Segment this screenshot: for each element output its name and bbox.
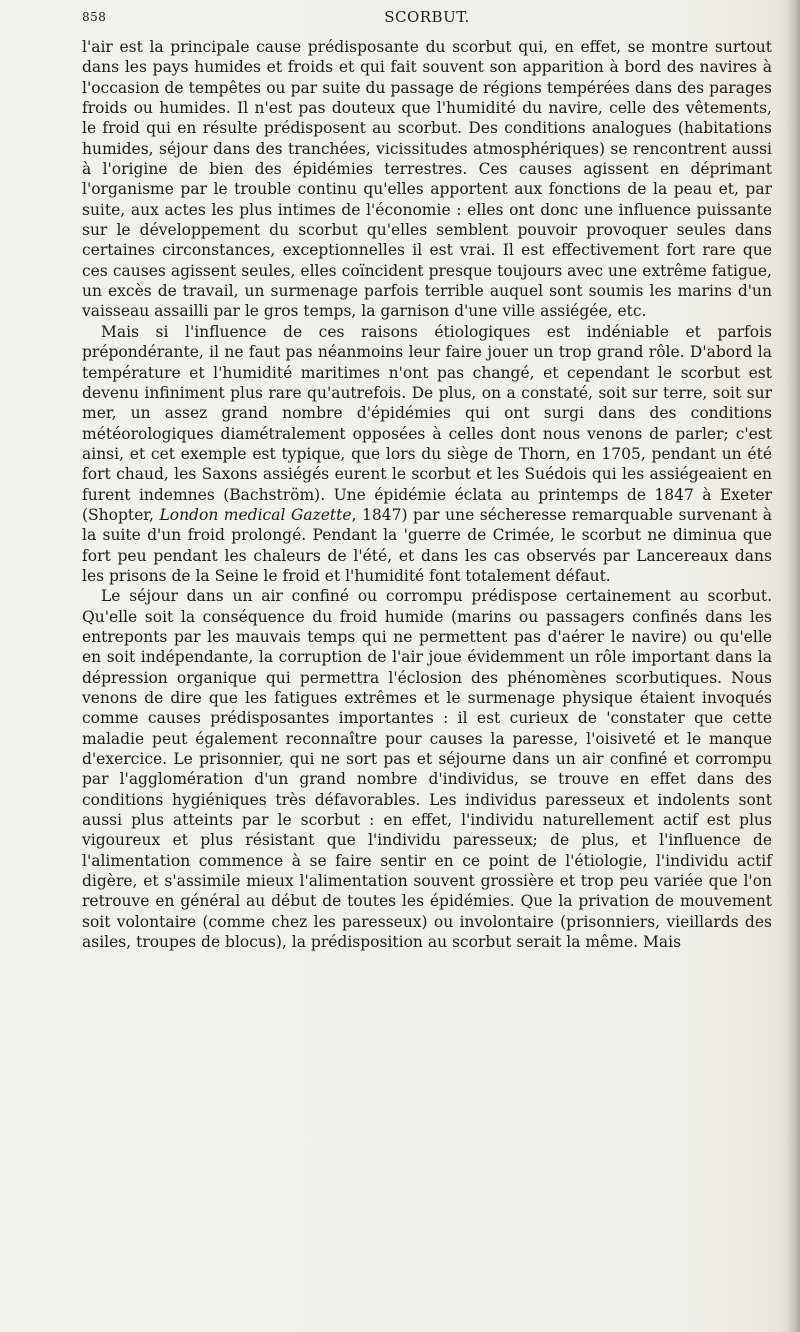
page-header — [82, 6, 772, 28]
paragraph-2-text-b: , 1847) par une sécheresse remarquable survenant à la suite d'un froid prolongé. Pendant la 'guerre de Crimée, le scorbut ne diminua que fort peu pendant les chaleurs de l'été, et dans les cas observés par Lancereaux dans les prisons de la Seine le froid et l'humidité font totalement défaut. — [82, 505, 773, 585]
paragraph-1 — [82, 37, 772, 322]
paragraph-3-text: Le séjour dans un air confiné ou corrompu prédispose certainement au scorbut. Qu'elle soit la conséquence du froid humide (marins ou passagers confinés dans les entreponts par les mauvais temps qui ne permettent pas d'aérer le navire) ou qu'elle en soit indépendante, la corruption de l'air joue évidemment un rôle important dans la dépression organique qui permettra l'éclosion des phénomènes scorbutiques. Nous venons de dire que les fatigues extrêmes et le surmenage physique étaient invoqués comme causes prédisposantes importantes : il est curieux de 'constater que cette maladie peut également reconnaître pour causes la paresse, l'oisiveté et le manque d'exercice. Le prisonnier, qui ne sort pas et séjourne dans un air confiné et corrompu par l'agglomération d'un grand nombre d'individus, se trouve en effet dans des conditions hygiéniques très défavorables. Les individus paresseux et indolents sont aussi plus atteints par le scorbut : en effet, l'individu naturellement actif est plus vigoureux et plus résistant que l'individu paresseux; de plus, et l'influence de l'alimentation commence à se faire sentir en ce point de l'étiologie, l'individu actif digère, et s'assimile mieux l'alimentation souvent grossière et trop peu variée que l'on retrouve en général au début de toutes les épidémies. Que la privation de mouvement soit volontaire (comme chez les paresseux) ou involontaire (prisonniers, vieillards des asiles, troupes de blocus), la prédisposition au scorbut serait la même. Mais — [82, 587, 772, 952]
paragraph-2 — [82, 322, 772, 586]
page-number: 858 — [82, 10, 107, 24]
paragraph-3 — [82, 586, 772, 952]
body-text — [82, 37, 772, 952]
paragraph-1-text: l'air est la principale cause prédisposante du scorbut qui, en effet, se montre surtout dans les pays humides et froids et qui fait souvent son apparition à bord des navires à l'occasion de tempêtes ou par suite du passage de régions tempérées dans des parages froids ou humides. Il n'est pas douteux que l'humidité du navire, celle des vêtements, le froid qui en résulte prédisposent au scorbut. Des conditions analogues (habitations humides, séjour dans des tranchées, vicissitudes atmosphériques) se rencontrent aussi à l'origine de bien des épidémies terrestres. Ces causes agissent en déprimant l'organisme par le trouble continu qu'elles apportent aux fonctions de la peau et, par suite, aux actes les plus intimes de l'économie : elles ont donc une influence puissante sur le développement du scorbut qu'elles semblent pouvoir provoquer seules dans certaines circonstances, exceptionnelles il est vrai. Il est effectivement fort rare que ces causes agissent seules, elles coïncident presque toujours avec une extrême fatigue, un excès de travail, un surmenage parfois terrible auquel sont soumis les marins d'un vaisseau assailli par le gros temps, la garnison d'une ville assiégée, etc. — [82, 38, 772, 321]
journal-title: London medical Gazette — [159, 505, 352, 524]
paragraph-2-text-a: Mais si l'influence de ces raisons étiologiques est indéniable et parfois prépondérante, il ne faut pas néanmoins leur faire jouer un trop grand rôle. D'abord la température et l'humidité maritimes n'ont pas changé, et cependant le scorbut est devenu infiniment plus rare qu'autrefois. De plus, on a constaté, soit sur terre, soit sur mer, un assez grand nombre d'épidémies qui ont surgi dans des conditions météorologiques diamétralement opposées à celles dont nous venons de parler; c'est ainsi, et cet exemple est typique, que lors du siège de Thorn, en 1705, pendant un été fort chaud, les Saxons assiégés eurent le scorbut et les Suédois qui les assiégeaient en furent indemnes (Bachström). Une épidémie éclata au printemps de 1847 à Exeter (Shopter, — [82, 322, 772, 524]
running-title: SCORBUT. — [384, 8, 470, 26]
page-edge-shadow — [786, 0, 800, 1332]
